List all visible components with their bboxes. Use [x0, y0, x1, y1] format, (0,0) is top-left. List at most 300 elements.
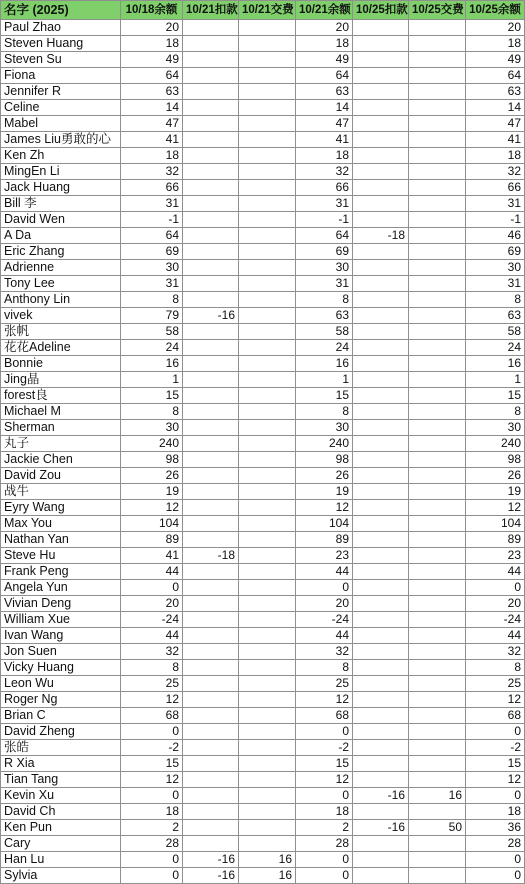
cell-payment-1021[interactable]: [239, 404, 296, 420]
cell-payment-1025[interactable]: [409, 196, 466, 212]
cell-payment-1025[interactable]: [409, 532, 466, 548]
cell-name[interactable]: Bonnie: [1, 356, 121, 372]
cell-payment-1021[interactable]: [239, 644, 296, 660]
cell-balance-1021[interactable]: -1: [296, 212, 353, 228]
cell-deduction-1025[interactable]: [353, 324, 409, 340]
cell-balance-1025[interactable]: 41: [466, 132, 525, 148]
cell-balance-1021[interactable]: 24: [296, 340, 353, 356]
cell-deduction-1025[interactable]: [353, 52, 409, 68]
cell-balance-1021[interactable]: 8: [296, 660, 353, 676]
cell-balance-1025[interactable]: 1: [466, 372, 525, 388]
cell-deduction-1021[interactable]: [183, 468, 239, 484]
cell-deduction-1021[interactable]: [183, 340, 239, 356]
cell-balance-1021[interactable]: 19: [296, 484, 353, 500]
cell-deduction-1021[interactable]: [183, 276, 239, 292]
cell-payment-1021[interactable]: [239, 516, 296, 532]
cell-deduction-1021[interactable]: [183, 196, 239, 212]
cell-payment-1021[interactable]: [239, 740, 296, 756]
cell-balance-1025[interactable]: 8: [466, 660, 525, 676]
cell-name[interactable]: MingEn Li: [1, 164, 121, 180]
cell-name[interactable]: Jon Suen: [1, 644, 121, 660]
cell-payment-1021[interactable]: [239, 292, 296, 308]
cell-name[interactable]: Steven Huang: [1, 36, 121, 52]
cell-balance-1018[interactable]: 19: [121, 484, 183, 500]
cell-payment-1021[interactable]: [239, 564, 296, 580]
cell-name[interactable]: Han Lu: [1, 852, 121, 868]
cell-deduction-1021[interactable]: [183, 260, 239, 276]
cell-payment-1025[interactable]: [409, 116, 466, 132]
cell-deduction-1025[interactable]: [353, 68, 409, 84]
cell-name[interactable]: vivek: [1, 308, 121, 324]
cell-payment-1021[interactable]: [239, 756, 296, 772]
cell-balance-1021[interactable]: 0: [296, 852, 353, 868]
cell-balance-1025[interactable]: 0: [466, 580, 525, 596]
cell-balance-1018[interactable]: 104: [121, 516, 183, 532]
cell-payment-1025[interactable]: [409, 356, 466, 372]
cell-deduction-1021[interactable]: [183, 532, 239, 548]
cell-deduction-1025[interactable]: [353, 404, 409, 420]
cell-balance-1025[interactable]: 20: [466, 596, 525, 612]
cell-deduction-1025[interactable]: [353, 756, 409, 772]
cell-deduction-1021[interactable]: [183, 164, 239, 180]
cell-name[interactable]: Ivan Wang: [1, 628, 121, 644]
cell-balance-1018[interactable]: 49: [121, 52, 183, 68]
cell-balance-1025[interactable]: 20: [466, 20, 525, 36]
cell-balance-1021[interactable]: 12: [296, 692, 353, 708]
cell-name[interactable]: Jennifer R: [1, 84, 121, 100]
cell-name[interactable]: Max You: [1, 516, 121, 532]
cell-balance-1018[interactable]: 26: [121, 468, 183, 484]
cell-deduction-1025[interactable]: [353, 484, 409, 500]
cell-deduction-1025[interactable]: [353, 308, 409, 324]
cell-balance-1021[interactable]: 0: [296, 868, 353, 884]
cell-payment-1025[interactable]: [409, 164, 466, 180]
cell-payment-1025[interactable]: [409, 388, 466, 404]
cell-deduction-1021[interactable]: [183, 244, 239, 260]
cell-deduction-1025[interactable]: [353, 276, 409, 292]
cell-balance-1018[interactable]: 15: [121, 756, 183, 772]
cell-payment-1025[interactable]: [409, 612, 466, 628]
cell-payment-1025[interactable]: [409, 276, 466, 292]
cell-deduction-1021[interactable]: [183, 356, 239, 372]
cell-payment-1021[interactable]: [239, 772, 296, 788]
cell-deduction-1021[interactable]: [183, 740, 239, 756]
cell-balance-1025[interactable]: 24: [466, 340, 525, 356]
cell-name[interactable]: Roger Ng: [1, 692, 121, 708]
cell-deduction-1021[interactable]: [183, 724, 239, 740]
cell-name[interactable]: forest良: [1, 388, 121, 404]
cell-deduction-1021[interactable]: [183, 628, 239, 644]
cell-deduction-1021[interactable]: [183, 100, 239, 116]
cell-balance-1021[interactable]: 47: [296, 116, 353, 132]
cell-balance-1025[interactable]: 68: [466, 708, 525, 724]
cell-payment-1021[interactable]: [239, 260, 296, 276]
cell-payment-1021[interactable]: [239, 244, 296, 260]
cell-payment-1025[interactable]: [409, 452, 466, 468]
cell-payment-1025[interactable]: [409, 324, 466, 340]
cell-balance-1021[interactable]: 49: [296, 52, 353, 68]
cell-name[interactable]: James Liu勇敢的心: [1, 132, 121, 148]
cell-deduction-1025[interactable]: [353, 100, 409, 116]
cell-payment-1021[interactable]: [239, 452, 296, 468]
cell-payment-1021[interactable]: [239, 548, 296, 564]
cell-balance-1025[interactable]: -24: [466, 612, 525, 628]
cell-payment-1025[interactable]: [409, 292, 466, 308]
cell-balance-1025[interactable]: 49: [466, 52, 525, 68]
header-balance-1025[interactable]: 10/25余额: [466, 1, 525, 20]
cell-payment-1025[interactable]: [409, 148, 466, 164]
cell-balance-1018[interactable]: 44: [121, 564, 183, 580]
cell-payment-1021[interactable]: 16: [239, 868, 296, 884]
cell-payment-1025[interactable]: [409, 548, 466, 564]
cell-payment-1021[interactable]: [239, 612, 296, 628]
cell-deduction-1021[interactable]: [183, 660, 239, 676]
cell-deduction-1021[interactable]: [183, 36, 239, 52]
cell-deduction-1021[interactable]: [183, 708, 239, 724]
cell-payment-1025[interactable]: [409, 564, 466, 580]
cell-payment-1025[interactable]: [409, 692, 466, 708]
cell-deduction-1021[interactable]: [183, 228, 239, 244]
cell-balance-1021[interactable]: 64: [296, 68, 353, 84]
cell-payment-1021[interactable]: [239, 212, 296, 228]
cell-payment-1025[interactable]: [409, 596, 466, 612]
cell-payment-1025[interactable]: [409, 500, 466, 516]
cell-name[interactable]: Paul Zhao: [1, 20, 121, 36]
cell-balance-1018[interactable]: 47: [121, 116, 183, 132]
cell-name[interactable]: Angela Yun: [1, 580, 121, 596]
cell-balance-1018[interactable]: -1: [121, 212, 183, 228]
cell-balance-1021[interactable]: 32: [296, 644, 353, 660]
cell-deduction-1025[interactable]: [353, 516, 409, 532]
cell-balance-1018[interactable]: 32: [121, 644, 183, 660]
cell-name[interactable]: Eric Zhang: [1, 244, 121, 260]
cell-payment-1021[interactable]: [239, 676, 296, 692]
cell-payment-1025[interactable]: 50: [409, 820, 466, 836]
cell-balance-1018[interactable]: 64: [121, 228, 183, 244]
cell-balance-1025[interactable]: 240: [466, 436, 525, 452]
cell-payment-1025[interactable]: [409, 772, 466, 788]
cell-balance-1021[interactable]: 12: [296, 772, 353, 788]
cell-deduction-1025[interactable]: [353, 356, 409, 372]
cell-deduction-1021[interactable]: [183, 180, 239, 196]
cell-balance-1025[interactable]: 63: [466, 84, 525, 100]
cell-balance-1021[interactable]: 240: [296, 436, 353, 452]
cell-payment-1021[interactable]: [239, 308, 296, 324]
cell-payment-1021[interactable]: [239, 836, 296, 852]
cell-balance-1021[interactable]: 63: [296, 308, 353, 324]
cell-name[interactable]: Adrienne: [1, 260, 121, 276]
cell-deduction-1025[interactable]: [353, 868, 409, 884]
cell-deduction-1025[interactable]: [353, 692, 409, 708]
cell-balance-1018[interactable]: 64: [121, 68, 183, 84]
cell-payment-1021[interactable]: [239, 820, 296, 836]
cell-deduction-1021[interactable]: [183, 804, 239, 820]
cell-deduction-1025[interactable]: [353, 804, 409, 820]
cell-balance-1025[interactable]: 0: [466, 724, 525, 740]
cell-payment-1025[interactable]: [409, 20, 466, 36]
cell-balance-1018[interactable]: 30: [121, 420, 183, 436]
cell-deduction-1025[interactable]: [353, 708, 409, 724]
cell-name[interactable]: 张帆: [1, 324, 121, 340]
header-deduction-1021[interactable]: 10/21扣款: [183, 1, 239, 20]
cell-balance-1018[interactable]: 68: [121, 708, 183, 724]
cell-deduction-1025[interactable]: -18: [353, 228, 409, 244]
cell-payment-1021[interactable]: [239, 228, 296, 244]
cell-deduction-1025[interactable]: [353, 772, 409, 788]
cell-balance-1021[interactable]: 18: [296, 148, 353, 164]
cell-payment-1021[interactable]: [239, 148, 296, 164]
cell-deduction-1021[interactable]: [183, 132, 239, 148]
cell-balance-1021[interactable]: 30: [296, 260, 353, 276]
cell-payment-1021[interactable]: [239, 20, 296, 36]
cell-balance-1021[interactable]: 15: [296, 388, 353, 404]
cell-balance-1021[interactable]: 58: [296, 324, 353, 340]
cell-balance-1025[interactable]: -2: [466, 740, 525, 756]
cell-balance-1018[interactable]: 89: [121, 532, 183, 548]
cell-balance-1021[interactable]: 20: [296, 596, 353, 612]
cell-deduction-1021[interactable]: [183, 692, 239, 708]
cell-balance-1021[interactable]: 44: [296, 564, 353, 580]
cell-payment-1021[interactable]: [239, 388, 296, 404]
cell-deduction-1021[interactable]: [183, 84, 239, 100]
cell-balance-1018[interactable]: 0: [121, 868, 183, 884]
cell-balance-1018[interactable]: 240: [121, 436, 183, 452]
cell-deduction-1021[interactable]: [183, 820, 239, 836]
cell-name[interactable]: Mabel: [1, 116, 121, 132]
cell-payment-1025[interactable]: [409, 132, 466, 148]
cell-balance-1018[interactable]: 20: [121, 596, 183, 612]
cell-name[interactable]: Celine: [1, 100, 121, 116]
cell-deduction-1025[interactable]: [353, 20, 409, 36]
cell-name[interactable]: Frank Peng: [1, 564, 121, 580]
cell-balance-1025[interactable]: 36: [466, 820, 525, 836]
cell-balance-1021[interactable]: 8: [296, 404, 353, 420]
cell-balance-1025[interactable]: 46: [466, 228, 525, 244]
cell-name[interactable]: David Wen: [1, 212, 121, 228]
cell-deduction-1025[interactable]: [353, 724, 409, 740]
cell-balance-1018[interactable]: 69: [121, 244, 183, 260]
cell-balance-1018[interactable]: 12: [121, 772, 183, 788]
cell-balance-1025[interactable]: 25: [466, 676, 525, 692]
cell-deduction-1021[interactable]: [183, 212, 239, 228]
cell-balance-1021[interactable]: 15: [296, 756, 353, 772]
cell-name[interactable]: David Ch: [1, 804, 121, 820]
header-payment-1021[interactable]: 10/21交费: [239, 1, 296, 20]
cell-balance-1025[interactable]: 28: [466, 836, 525, 852]
cell-payment-1025[interactable]: [409, 676, 466, 692]
cell-deduction-1025[interactable]: [353, 564, 409, 580]
cell-name[interactable]: 张皓: [1, 740, 121, 756]
cell-payment-1025[interactable]: 16: [409, 788, 466, 804]
cell-balance-1025[interactable]: 26: [466, 468, 525, 484]
cell-name[interactable]: Jack Huang: [1, 180, 121, 196]
cell-payment-1021[interactable]: [239, 580, 296, 596]
cell-deduction-1025[interactable]: [353, 468, 409, 484]
cell-balance-1018[interactable]: -2: [121, 740, 183, 756]
cell-deduction-1025[interactable]: [353, 660, 409, 676]
cell-balance-1018[interactable]: 66: [121, 180, 183, 196]
cell-balance-1018[interactable]: 0: [121, 724, 183, 740]
cell-balance-1025[interactable]: 58: [466, 324, 525, 340]
cell-balance-1025[interactable]: 8: [466, 292, 525, 308]
cell-deduction-1025[interactable]: [353, 548, 409, 564]
cell-balance-1025[interactable]: 0: [466, 868, 525, 884]
cell-balance-1025[interactable]: 47: [466, 116, 525, 132]
cell-name[interactable]: Steven Su: [1, 52, 121, 68]
cell-balance-1021[interactable]: 30: [296, 420, 353, 436]
cell-deduction-1025[interactable]: [353, 84, 409, 100]
cell-balance-1018[interactable]: 0: [121, 852, 183, 868]
cell-name[interactable]: Steve Hu: [1, 548, 121, 564]
cell-balance-1021[interactable]: -2: [296, 740, 353, 756]
cell-balance-1021[interactable]: 12: [296, 500, 353, 516]
cell-balance-1018[interactable]: 18: [121, 148, 183, 164]
cell-deduction-1021[interactable]: [183, 580, 239, 596]
cell-payment-1021[interactable]: [239, 692, 296, 708]
cell-deduction-1021[interactable]: [183, 500, 239, 516]
cell-payment-1021[interactable]: [239, 436, 296, 452]
cell-deduction-1021[interactable]: [183, 836, 239, 852]
cell-payment-1021[interactable]: [239, 372, 296, 388]
cell-balance-1018[interactable]: 31: [121, 276, 183, 292]
cell-balance-1021[interactable]: 68: [296, 708, 353, 724]
cell-payment-1021[interactable]: [239, 84, 296, 100]
cell-balance-1021[interactable]: 18: [296, 36, 353, 52]
cell-balance-1021[interactable]: 1: [296, 372, 353, 388]
cell-balance-1021[interactable]: 98: [296, 452, 353, 468]
cell-balance-1021[interactable]: 66: [296, 180, 353, 196]
cell-balance-1025[interactable]: 44: [466, 628, 525, 644]
cell-payment-1021[interactable]: [239, 164, 296, 180]
cell-deduction-1021[interactable]: [183, 564, 239, 580]
cell-deduction-1025[interactable]: [353, 148, 409, 164]
cell-balance-1021[interactable]: 44: [296, 628, 353, 644]
cell-deduction-1021[interactable]: [183, 436, 239, 452]
cell-payment-1025[interactable]: [409, 852, 466, 868]
cell-name[interactable]: William Xue: [1, 612, 121, 628]
cell-balance-1025[interactable]: 98: [466, 452, 525, 468]
cell-name[interactable]: R Xia: [1, 756, 121, 772]
cell-payment-1025[interactable]: [409, 868, 466, 884]
header-balance-1021[interactable]: 10/21余额: [296, 1, 353, 20]
cell-deduction-1021[interactable]: -18: [183, 548, 239, 564]
cell-balance-1018[interactable]: 18: [121, 804, 183, 820]
cell-balance-1021[interactable]: 14: [296, 100, 353, 116]
cell-deduction-1021[interactable]: [183, 612, 239, 628]
cell-balance-1025[interactable]: 23: [466, 548, 525, 564]
cell-name[interactable]: Anthony Lin: [1, 292, 121, 308]
cell-payment-1021[interactable]: [239, 724, 296, 740]
cell-deduction-1025[interactable]: [353, 388, 409, 404]
cell-name[interactable]: David Zheng: [1, 724, 121, 740]
cell-balance-1018[interactable]: 16: [121, 356, 183, 372]
cell-balance-1018[interactable]: 8: [121, 404, 183, 420]
cell-deduction-1021[interactable]: [183, 372, 239, 388]
header-balance-1018[interactable]: 10/18余额: [121, 1, 183, 20]
cell-balance-1021[interactable]: 0: [296, 724, 353, 740]
cell-balance-1025[interactable]: 18: [466, 36, 525, 52]
cell-balance-1018[interactable]: 98: [121, 452, 183, 468]
cell-balance-1025[interactable]: 16: [466, 356, 525, 372]
cell-payment-1025[interactable]: [409, 308, 466, 324]
cell-balance-1025[interactable]: -1: [466, 212, 525, 228]
cell-balance-1018[interactable]: 20: [121, 20, 183, 36]
cell-payment-1021[interactable]: [239, 68, 296, 84]
cell-balance-1025[interactable]: 63: [466, 308, 525, 324]
cell-balance-1018[interactable]: 14: [121, 100, 183, 116]
cell-deduction-1021[interactable]: [183, 148, 239, 164]
cell-balance-1018[interactable]: 32: [121, 164, 183, 180]
cell-name[interactable]: Jackie Chen: [1, 452, 121, 468]
cell-balance-1025[interactable]: 44: [466, 564, 525, 580]
cell-payment-1025[interactable]: [409, 68, 466, 84]
cell-balance-1021[interactable]: 23: [296, 548, 353, 564]
cell-deduction-1021[interactable]: [183, 596, 239, 612]
cell-balance-1021[interactable]: 63: [296, 84, 353, 100]
cell-payment-1025[interactable]: [409, 260, 466, 276]
cell-payment-1025[interactable]: [409, 724, 466, 740]
cell-balance-1025[interactable]: 0: [466, 788, 525, 804]
cell-deduction-1021[interactable]: [183, 788, 239, 804]
cell-payment-1025[interactable]: [409, 836, 466, 852]
cell-payment-1025[interactable]: [409, 436, 466, 452]
cell-name[interactable]: Michael M: [1, 404, 121, 420]
cell-balance-1025[interactable]: 30: [466, 420, 525, 436]
cell-name[interactable]: Sherman: [1, 420, 121, 436]
cell-payment-1025[interactable]: [409, 580, 466, 596]
cell-deduction-1021[interactable]: [183, 68, 239, 84]
cell-balance-1018[interactable]: 28: [121, 836, 183, 852]
cell-payment-1021[interactable]: [239, 596, 296, 612]
cell-deduction-1021[interactable]: [183, 388, 239, 404]
cell-balance-1018[interactable]: 0: [121, 788, 183, 804]
cell-payment-1025[interactable]: [409, 708, 466, 724]
cell-balance-1025[interactable]: 30: [466, 260, 525, 276]
cell-balance-1025[interactable]: 19: [466, 484, 525, 500]
cell-balance-1021[interactable]: 0: [296, 580, 353, 596]
cell-payment-1025[interactable]: [409, 644, 466, 660]
cell-payment-1021[interactable]: [239, 340, 296, 356]
cell-deduction-1025[interactable]: [353, 596, 409, 612]
cell-balance-1025[interactable]: 32: [466, 644, 525, 660]
cell-name[interactable]: Tian Tang: [1, 772, 121, 788]
cell-name[interactable]: Cary: [1, 836, 121, 852]
cell-balance-1018[interactable]: 0: [121, 580, 183, 596]
cell-payment-1021[interactable]: [239, 468, 296, 484]
cell-name[interactable]: Fiona: [1, 68, 121, 84]
cell-balance-1021[interactable]: 16: [296, 356, 353, 372]
cell-balance-1018[interactable]: 31: [121, 196, 183, 212]
cell-payment-1021[interactable]: [239, 100, 296, 116]
cell-deduction-1025[interactable]: [353, 180, 409, 196]
cell-payment-1025[interactable]: [409, 100, 466, 116]
cell-deduction-1021[interactable]: [183, 644, 239, 660]
cell-balance-1025[interactable]: 12: [466, 692, 525, 708]
cell-deduction-1025[interactable]: [353, 420, 409, 436]
cell-balance-1025[interactable]: 32: [466, 164, 525, 180]
cell-deduction-1025[interactable]: [353, 292, 409, 308]
cell-balance-1018[interactable]: 12: [121, 500, 183, 516]
header-deduction-1025[interactable]: 10/25扣款: [353, 1, 409, 20]
cell-deduction-1025[interactable]: [353, 436, 409, 452]
cell-payment-1025[interactable]: [409, 372, 466, 388]
cell-deduction-1025[interactable]: [353, 164, 409, 180]
cell-balance-1018[interactable]: 63: [121, 84, 183, 100]
cell-name[interactable]: 花花Adeline: [1, 340, 121, 356]
cell-balance-1018[interactable]: 79: [121, 308, 183, 324]
cell-balance-1018[interactable]: 12: [121, 692, 183, 708]
cell-balance-1025[interactable]: 64: [466, 68, 525, 84]
